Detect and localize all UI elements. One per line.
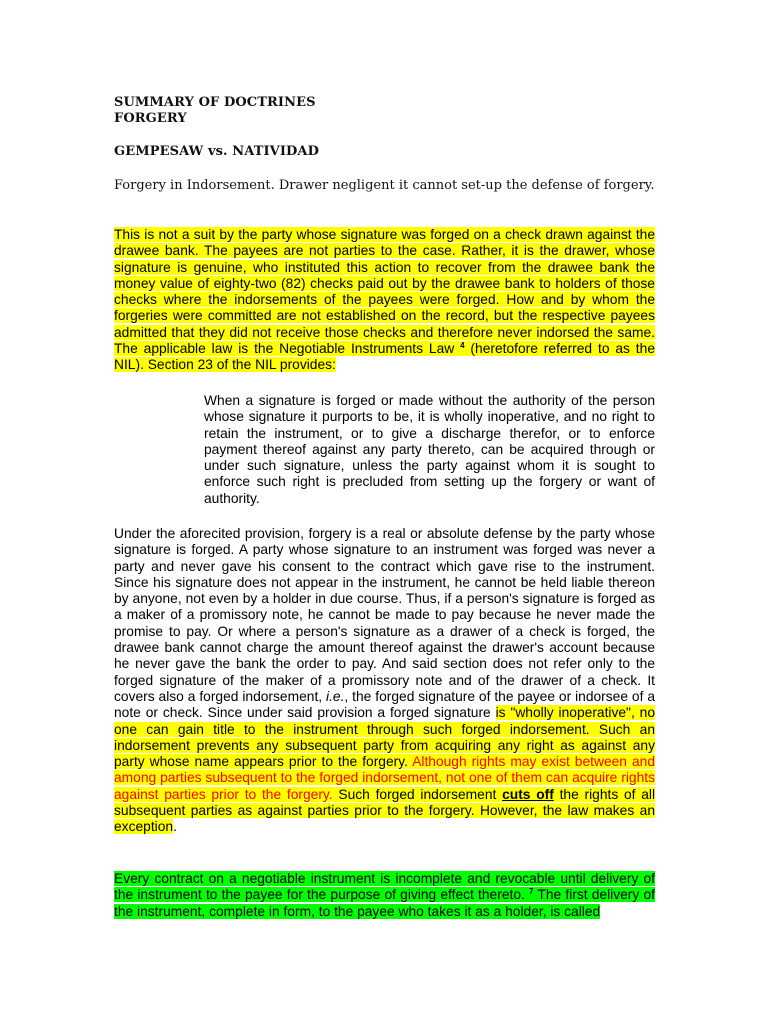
footnote-4: 4	[460, 341, 465, 351]
paragraph-1	[114, 227, 655, 374]
paragraph-2	[114, 526, 655, 836]
p3-text-b: The first delivery of the instrument, complete in form, to the payee who takes it as a holder, is called	[114, 887, 655, 919]
p2-text-h: .	[173, 819, 177, 835]
p2-text-e: Such forged indorsement	[332, 786, 503, 802]
doc-title-summary: SUMMARY OF DOCTRINES	[114, 95, 316, 110]
p2-text-a: Under the aforecited provision, forgery is a real or absolute defense by the party whose signature is forged. A party whose signature to an instrument was forged was never a party and never gave his consent to the contract which gave rise to the instrument. Since his signature does not appear in the instrument, he cannot be held liable thereon by anyone, not even by a holder in due course. Thus, if a person's signature is forged as a maker of a promissory note, he cannot be made to pay because he never made the promise to pay. Or where a person's signature as a drawer of a check is forged, the drawee bank cannot charge the amount thereof against the drawer's account because he never gave the bank the order to pay. And said section does not refer only to the forged signature of the maker of a promissory note and of the drawer of a check. It covers also a forged indorsement,	[114, 526, 655, 704]
p2-highlight-inoperative: is "wholly inoperative", no one can gain title to the instrument through such forged indorsement. Such an indorsement prevents any subsequent party from acquiring any right as against any party whose name appears prior to the forgery.	[114, 705, 656, 770]
p3-text-a: Every contract on a negotiable instrument is incomplete and revocable until delivery of the instrument to the payee for the purpose of giving effect thereto.	[114, 871, 655, 903]
intro-line: Forgery in Indorsement. Drawer negligent it cannot set-up the defense of forgery.	[114, 178, 655, 193]
footnote-7: 7	[529, 887, 534, 897]
p2-ie: i.e.	[326, 688, 345, 704]
p2-text-g: the rights of all subsequent parties as against parties prior to the forgery. However, the law makes an exception	[114, 786, 656, 835]
p2-red-rights: Although rights may exist between and among parties subsequent to the forged indorsement, not one of them can acquire rights against parties prior to the forgery.	[114, 754, 655, 802]
p2-cuts-off: cuts off	[502, 786, 554, 802]
p1-text-a: This is not a suit by the party whose signature was forged on a check drawn against the drawee bank. The payees are not parties to the case. Rather, it is the drawer, whose signature is genuine, who instituted this action to recover from the drawee bank the money value of eighty-two (82) checks paid out by the drawee bank to holders of those checks where the indorsements of the payees were forged. How and by whom the forgeries were committed are not established on the record, but the respective payees admitted that they did not receive those checks and therefore never indorsed the same. The applicable law is the Negotiable Instruments Law	[114, 227, 655, 357]
p2-text-b: , the forged signature of the payee or indorsee of a note or check. Since under said provision a forged signature	[114, 688, 655, 721]
doc-title-forgery: FORGERY	[114, 111, 187, 126]
p1-text-b: (heretofore referred to as the NIL). Section 23 of the NIL provides:	[114, 341, 655, 373]
paragraph-3	[114, 871, 655, 920]
section-23-quote: When a signature is forged or made without the authority of the person whose signature it purports to be, it is wholly inoperative, and no right to retain the instrument, or to give a discharge therefor, or to enforce payment thereof against any party thereto, can be acquired through or under such signature, unless the party against whom it is sought to enforce such right is precluded from setting up the forgery or want of authority.	[204, 393, 655, 506]
case-title: GEMPESAW vs. NATIVIDAD	[114, 144, 319, 159]
